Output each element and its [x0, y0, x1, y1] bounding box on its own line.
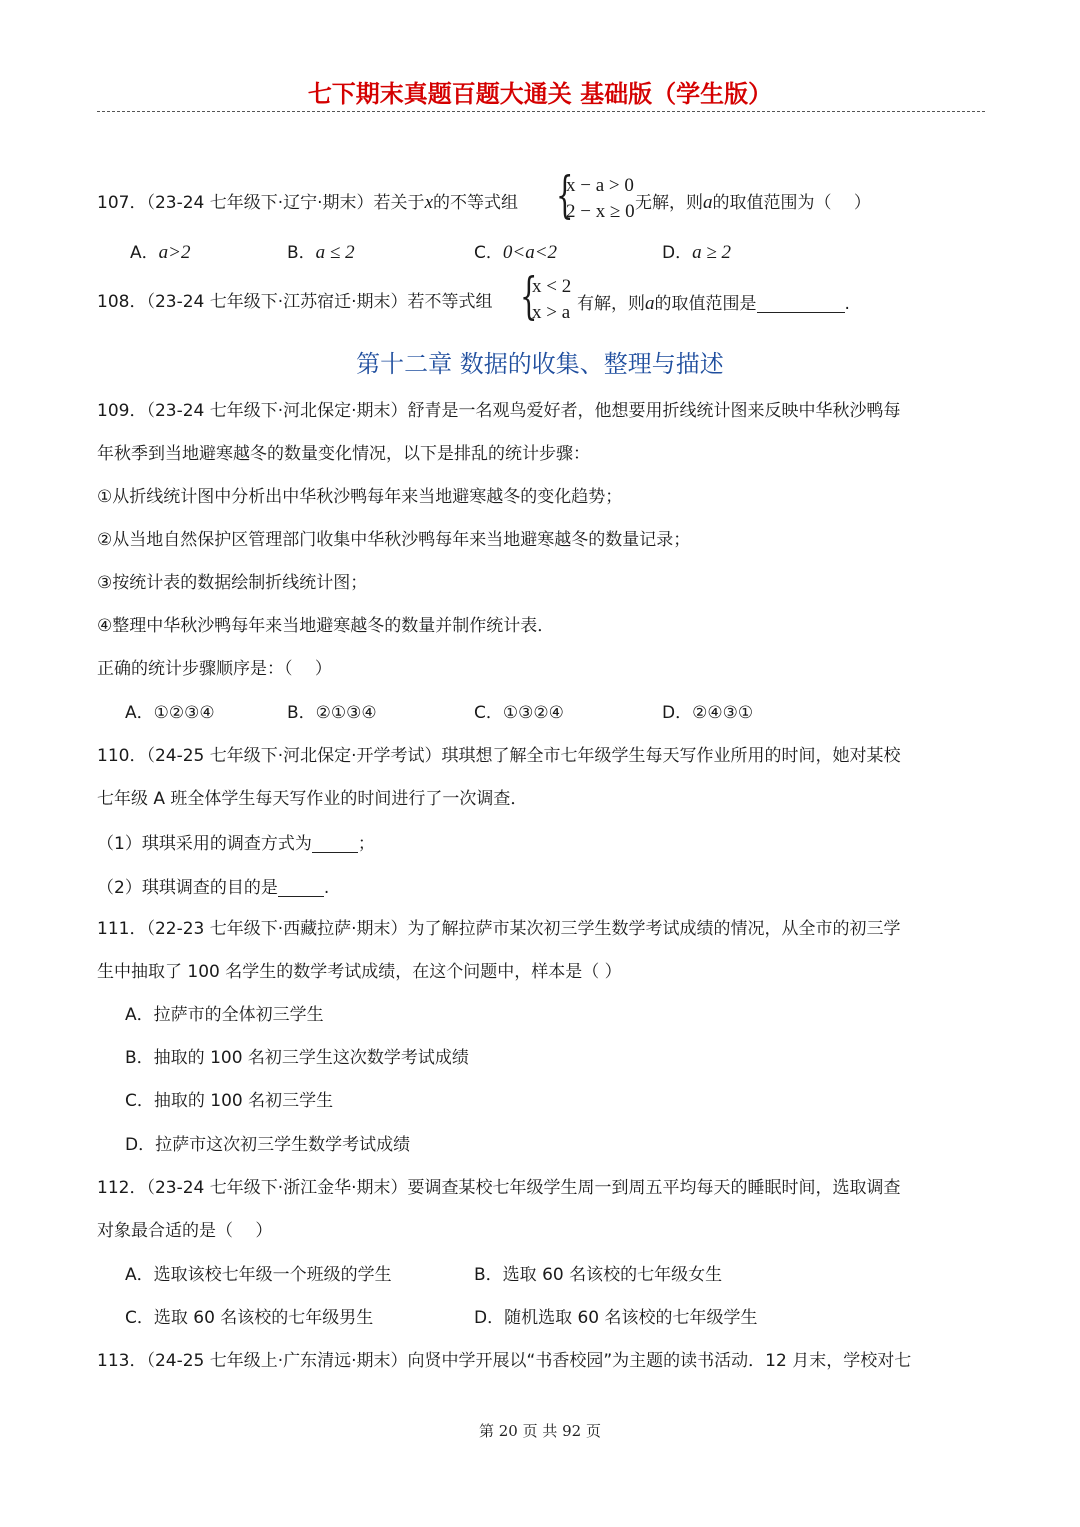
q107-option-c-value: 0<a<2 [502, 242, 558, 263]
q109-step-2: ②从当地自然保护区管理部门收集中华秋沙鸭每年来当地避寒越冬的数量记录； [97, 530, 691, 550]
q108-stem [97, 294, 493, 311]
q109-option-a-value: ①②③④ [153, 703, 215, 723]
q109-option-a [125, 705, 215, 722]
q107-prefix: 107．（23-24 七年级下·辽宁·期末）若关于 [97, 193, 425, 213]
q110-sub-1 [97, 834, 375, 853]
q110-sub-2 [97, 878, 329, 897]
q109-option-c-label: C． [474, 703, 503, 723]
q111-line-1: 111．（22-23 七年级下·西藏拉萨·期末）为了解拉萨市某次初三学生数学考试成绩的情况，从全市的初三学 [97, 919, 901, 939]
q108-inequality-system [532, 274, 571, 326]
q110-line-2: 七年级 A 班全体学生每天写作业的时间进行了一次调查． [97, 789, 528, 809]
q109-step-1: ①从折线统计图中分析出中华秋沙鸭每年来当地避寒越冬的变化趋势； [97, 487, 623, 507]
q113-line-1: 113．（24-25 七年级上·广东清远·期末）向贤中学开展以“书香校园”为主题的读书活动．12 月末，学校对七 [97, 1351, 912, 1371]
q109-question: 正确的统计步骤顺序是：（ ） [97, 659, 332, 679]
q107-option-a-label: A． [130, 243, 159, 263]
q111-option-a: A．拉萨市的全体初三学生 [125, 1005, 324, 1025]
header-divider [97, 111, 985, 112]
q109-option-a-label: A． [125, 703, 154, 723]
q109-line-1: 109．（23-24 七年级下·河北保定·期末）舒青是一名观鸟爱好者，他想要用折线统计图来反映中华秋沙鸭每 [97, 401, 901, 421]
q108-system-row-2: x > a [532, 302, 571, 323]
q111-option-d: D．拉萨市这次初三学生数学考试成绩 [125, 1135, 411, 1155]
q112-option-d: D．随机选取 60 名该校的七年级学生 [474, 1308, 758, 1328]
q110-sub-1-blank[interactable] [312, 834, 358, 853]
q108-system-row-1: x < 2 [532, 276, 572, 297]
q107-system-row-1: x − a > 0 [566, 175, 634, 196]
q107-var-a: a [703, 192, 713, 213]
q111-option-b: B．抽取的 100 名初三学生这次数学考试成绩 [125, 1048, 469, 1068]
q108-prefix: 108．（23-24 七年级下·江苏宿迁·期末）若不等式组 [97, 292, 493, 312]
page-footer: 第 20 页 共 92 页 [478, 1422, 601, 1440]
q107-option-c [474, 243, 557, 262]
q108-var-a: a [645, 293, 655, 314]
q108-after-system: 有解，则 [577, 294, 645, 314]
q107-option-d [662, 243, 731, 262]
q109-option-d-label: D． [662, 703, 693, 723]
q107-option-b [287, 243, 355, 262]
q107-option-c-label: C． [474, 243, 503, 263]
q108-brace: { [520, 267, 538, 325]
q110-sub-1-text: （1）琪琪采用的调查方式为 [97, 834, 312, 854]
q107-suffix: 的取值范围为（ ） [712, 193, 871, 213]
q112-line-2: 对象最合适的是（ ） [97, 1221, 273, 1241]
q107-inequality-system [566, 173, 635, 225]
q112-option-c: C．选取 60 名该校的七年级男生 [125, 1308, 374, 1328]
q108-end: . [844, 294, 850, 314]
q107-option-a-value: a>2 [158, 242, 191, 263]
q112-option-a: A．选取该校七年级一个班级的学生 [125, 1265, 392, 1285]
chapter-title: 第十二章 数据的收集、整理与描述 [356, 350, 724, 378]
q111-option-c: C．抽取的 100 名初三学生 [125, 1091, 334, 1111]
q109-step-4: ④整理中华秋沙鸭每年来当地避寒越冬的数量并制作统计表． [97, 616, 555, 636]
q107-stem [97, 193, 518, 212]
q109-option-b [287, 705, 377, 722]
q107-option-b-label: B． [287, 243, 316, 263]
q110-line-1: 110．（24-25 七年级下·河北保定·开学考试）琪琪想了解全市七年级学生每天写作业所用的时间，她对某校 [97, 746, 901, 766]
q107-system-row-2: 2 − x ≥ 0 [566, 201, 635, 222]
q108-suffix: 的取值范围是 [654, 294, 757, 314]
q112-line-1: 112．（23-24 七年级下·浙江金华·期末）要调查某校七年级学生周一到周五平均每天的睡眠时间，选取调查 [97, 1178, 901, 1198]
q107-tail [635, 193, 871, 212]
q107-after-system: 无解，则 [635, 193, 703, 213]
q109-line-2: 年秋季到当地避寒越冬的数量变化情况，以下是排乱的统计步骤： [97, 444, 590, 464]
q111-line-2: 生中抽取了 100 名学生的数学考试成绩，在这个问题中，样本是（ ） [97, 962, 622, 982]
q107-brace: { [556, 166, 574, 224]
q110-sub-2-text: （2）琪琪调查的目的是 [97, 878, 278, 898]
q108-answer-blank[interactable] [757, 294, 845, 313]
q107-var-x: x [424, 192, 433, 213]
q107-option-a [130, 243, 190, 262]
q107-option-d-label: D． [662, 243, 693, 263]
q108-tail [577, 294, 850, 313]
q107-option-b-value: a ≤ 2 [315, 242, 355, 263]
q109-option-d [662, 705, 753, 722]
q109-option-c-value: ①③②④ [502, 703, 564, 723]
q110-sub-2-end: . [323, 878, 330, 898]
q107-option-d-value: a ≥ 2 [692, 242, 732, 263]
q109-option-b-value: ②①③④ [315, 703, 377, 723]
q107-mid: 的不等式组 [433, 193, 518, 213]
q110-sub-1-end: ； [357, 834, 375, 854]
page-header-title: 七下期末真题百题大通关 基础版（学生版） [307, 80, 773, 108]
q109-option-d-value: ②④③① [692, 703, 754, 723]
q110-sub-2-blank[interactable] [278, 878, 324, 897]
q109-option-c [474, 705, 564, 722]
q109-step-3: ③按统计表的数据绘制折线统计图； [97, 573, 368, 593]
q109-option-b-label: B． [287, 703, 316, 723]
q112-option-b: B．选取 60 名该校的七年级女生 [474, 1265, 723, 1285]
